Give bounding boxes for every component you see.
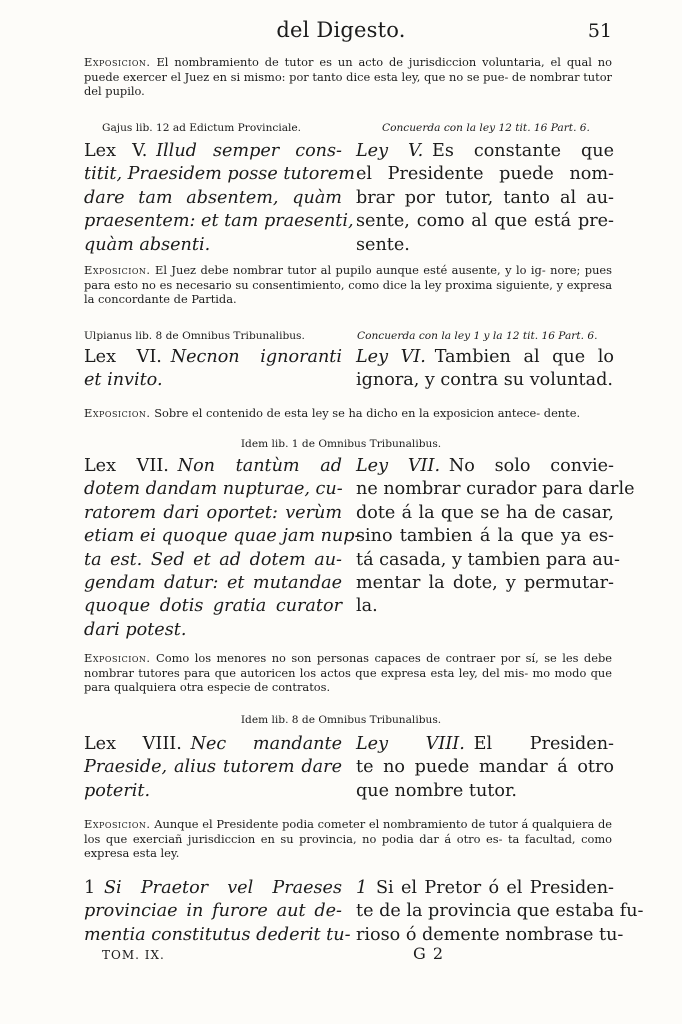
concordance-citation-lex5: Concuerda con la ley 12 tit. 16 Part. 6. [382,122,590,134]
spanish-text-lex6 [356,346,614,393]
text-line: mentia constitutus dederit tu- [84,924,351,945]
exposition-3 [84,406,612,421]
exposition-label: Exposicion. [84,651,151,665]
law-number: Lex VIII. [84,734,191,754]
text-line: praesentem: et tam praesenti, [84,211,354,232]
text-line [84,877,342,900]
law-incipit: Necnon ignoranti [170,347,342,367]
text-line: ne nombrar curador para darle [356,479,635,500]
latin-text-lex6 [84,346,342,393]
exposition-text: El Juez debe nombrar tutor al pupilo aunque esté ausente, y lo ig- nore; pues para esto no es necesario su consentimiento, como dice la ley proxima siguiente, y expresa la concordante de Partida. [84,263,612,306]
law-number: 1 [356,878,376,898]
law-incipit: No solo convie- [448,456,614,476]
law-number: Lex VI. [84,347,171,367]
text-line: mentar la dote, y permutar- [356,573,614,594]
text-line: sente. [356,234,410,255]
law-incipit: Tambien al que lo [434,347,614,367]
text-line: Praeside, alius tutorem dare [84,757,342,778]
law-incipit: El Presiden- [473,734,614,754]
concordance-citation-lex6: Concuerda con la ley 1 y la 12 tit. 16 Part. 6. [357,330,598,342]
volume-mark: TOM. IX. [102,948,165,962]
text-line [84,346,342,369]
text-line: tá casada, y tambien para au- [356,549,620,570]
text-line [356,455,614,478]
text-line: dari potest. [84,619,187,640]
spanish-text-lex8 [356,733,614,803]
exposition-label: Exposicion. [84,406,151,420]
text-line [356,877,614,900]
text-line: quoque dotis gratia curator [84,596,342,617]
law-incipit: Si Praetor vel Praeses [104,878,342,898]
text-line: ratorem dari oportet: verùm [84,502,342,523]
text-line: gendam datur: et mutandae [84,573,342,594]
text-line [356,733,614,756]
law-number: Ley VII. [356,456,449,476]
law-number: Ley V. [356,141,433,161]
text-line: provinciae in furore aut de- [84,901,342,922]
exposition-label: Exposicion. [84,817,151,831]
text-line [84,140,342,163]
law-number: Ley VIII. [356,734,474,754]
law-incipit: Nec mandante [190,734,343,754]
source-citation-lex6: Ulpianus lib. 8 de Omnibus Tribunalibus. [84,330,305,342]
text-line [356,346,614,369]
text-line: te de la provincia que estaba fu- [356,901,644,922]
law-number: Lex VII. [84,456,178,476]
exposition-text: Como los menores no son personas capaces de contraer por sí, se les debe nombrar tutores para que autoricen los actos que expresa esta ley, del mis- mo modo que para qualquiera otra especie de contratos. [84,651,612,694]
exposition-2 [84,263,612,307]
latin-text-lex7 [84,455,361,642]
page-number: 51 [587,20,612,42]
exposition-5 [84,817,612,861]
text-line: et invito. [84,370,163,391]
text-line: dote á la que se ha de casar, [356,502,614,523]
text-line: quàm absenti. [84,234,211,255]
exposition-1 [84,55,612,99]
law-incipit: Es constante que [432,141,614,161]
spanish-text-lex5 [356,140,614,257]
law-incipit: Non tantùm ad [177,456,343,476]
exposition-label: Exposicion. [84,55,151,69]
exposition-text: El nombramiento de tutor es un acto de jurisdiccion voluntaria, el qual no puede exercer el Juez en si mismo: por tanto dice esta ley, que no se pue- de nombrar tutor del pupilo. [84,55,613,98]
text-line: el Presidente puede nom- [356,164,614,185]
text-line: sente, como al que está pre- [356,211,614,232]
exposition-text: Aunque el Presidente podia cometer el nombramiento de tutor á qualquiera de los que exerciañ jurisdiccion en su provincia, no podia dar á otro es- ta facultad, como expresa esta ley. [84,817,612,860]
text-line [84,455,342,478]
exposition-4 [84,651,612,695]
signature-mark: G 2 [413,944,445,963]
text-line: que nombre tutor. [356,780,518,801]
text-line: poterit. [84,780,151,801]
latin-text-section1 [84,877,351,947]
law-number: Lex V. [84,141,157,161]
latin-text-lex8 [84,733,342,803]
text-line: dotem dandam nupturae, cu- [84,479,343,500]
spanish-text-lex7 [356,455,635,619]
text-line: ta est. Sed et ad dotem au- [84,549,342,570]
law-number: Ley VI. [356,347,435,367]
exposition-text: Sobre el contenido de esta ley se ha dicho en la exposicion antece- dente. [154,406,581,420]
text-line: etiam ei quoque quae jam nup- [84,526,361,547]
text-line: rioso ó demente nombrase tu- [356,924,624,945]
latin-text-lex5 [84,140,355,257]
source-citation-lex8: Idem lib. 8 de Omnibus Tribunalibus. [240,714,442,726]
text-line: dare tam absentem, quàm [84,187,342,208]
text-line [356,140,614,163]
exposition-label: Exposicion. [84,263,151,277]
law-number: 1 [84,878,104,898]
text-line: sino tambien á la que ya es- [356,526,614,547]
source-citation-lex7: Idem lib. 1 de Omnibus Tribunalibus. [240,438,442,450]
text-line: te no puede mandar á otro [356,757,614,778]
text-line [84,733,342,756]
text-line: titit, Praesidem posse tutorem [84,164,355,185]
text-line: ignora, y contra su voluntad. [356,370,613,391]
law-incipit: Si el Pretor ó el Presiden- [376,878,614,898]
source-citation-lex5: Gajus lib. 12 ad Edictum Provinciale. [102,122,302,134]
text-line: la. [356,596,378,617]
text-line: brar por tutor, tanto al au- [356,187,614,208]
law-incipit: Illud semper cons- [156,141,342,161]
page-header [0,18,682,48]
running-title: del Digesto. [276,18,406,42]
spanish-text-section1 [356,877,644,947]
